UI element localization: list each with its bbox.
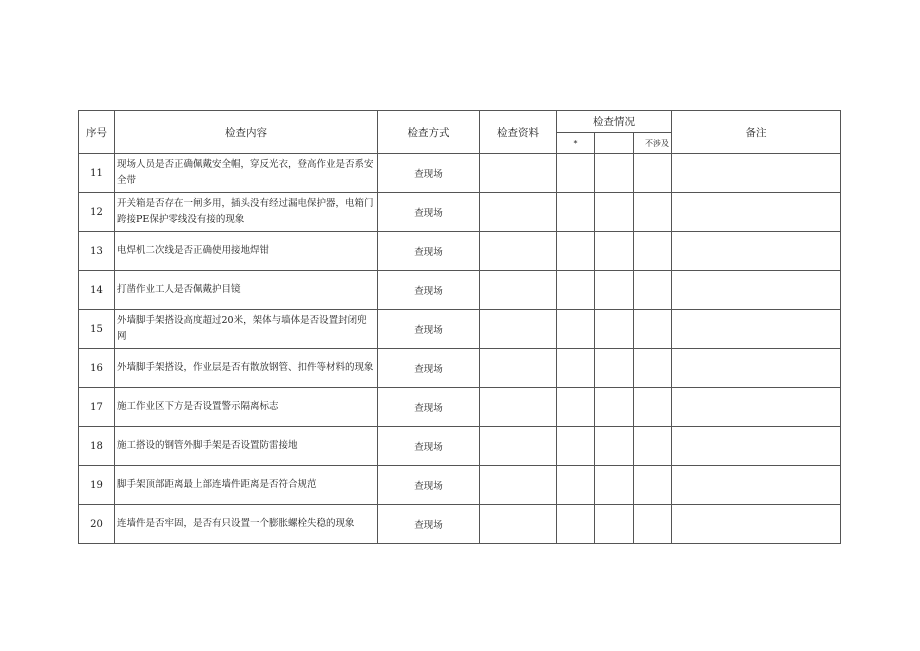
header-no: 序号 (79, 111, 115, 154)
row-no: 18 (79, 427, 115, 466)
row-status-cell-3 (634, 427, 672, 466)
row-status-cell-1 (557, 310, 595, 349)
table-row (79, 388, 841, 427)
header-row (79, 111, 841, 133)
row-status-cell-1 (557, 232, 595, 271)
row-remark-cell (672, 154, 841, 193)
row-content: 现场人员是否正确佩戴安全帽，穿反光衣，登高作业是否系安全带 (115, 154, 378, 193)
table-row (79, 349, 841, 388)
row-status-cell-2 (595, 427, 634, 466)
row-no: 15 (79, 310, 115, 349)
row-no: 14 (79, 271, 115, 310)
row-method: 查现场 (378, 310, 480, 349)
row-status-cell-3 (634, 310, 672, 349)
row-content: 外墙脚手架搭设，作业层是否有散放钢管、扣件等材料的现象 (115, 349, 378, 388)
row-remark-cell (672, 193, 841, 232)
row-status-cell-1 (557, 271, 595, 310)
row-status-cell-1 (557, 466, 595, 505)
row-no: 16 (79, 349, 115, 388)
row-status-cell-1 (557, 349, 595, 388)
row-no: 17 (79, 388, 115, 427)
row-content: 施工搭设的钢管外脚手架是否设置防雷接地 (115, 427, 378, 466)
row-status-cell-3 (634, 154, 672, 193)
row-status-cell-2 (595, 310, 634, 349)
row-remark-cell (672, 466, 841, 505)
row-method: 查现场 (378, 466, 480, 505)
header-materials: 检查资料 (480, 111, 557, 154)
row-content: 打凿作业工人是否佩戴护目镜 (115, 271, 378, 310)
row-remark-cell (672, 271, 841, 310)
row-remark-cell (672, 310, 841, 349)
row-status-cell-3 (634, 505, 672, 544)
row-status-cell-3 (634, 271, 672, 310)
row-status-cell-2 (595, 271, 634, 310)
row-method: 查现场 (378, 271, 480, 310)
row-content: 脚手架顶部距离最上部连墙件距离是否符合规范 (115, 466, 378, 505)
row-content: 开关箱是否存在一闸多用，插头没有经过漏电保护器，电箱门跨接PE保护零线没有接的现象 (115, 193, 378, 232)
header-method: 检查方式 (378, 111, 480, 154)
row-status-cell-2 (595, 466, 634, 505)
row-status-cell-1 (557, 427, 595, 466)
row-content: 电焊机二次线是否正确使用接地焊钳 (115, 232, 378, 271)
row-remark-cell (672, 232, 841, 271)
row-method: 查现场 (378, 154, 480, 193)
inspection-table (78, 110, 841, 544)
header-remark: 备注 (672, 111, 841, 154)
row-status-cell-1 (557, 388, 595, 427)
header-content: 检查内容 (115, 111, 378, 154)
table-row (79, 232, 841, 271)
row-status-cell-2 (595, 505, 634, 544)
row-status-cell-1 (557, 505, 595, 544)
row-no: 12 (79, 193, 115, 232)
row-status-cell-2 (595, 232, 634, 271)
row-materials-cell (480, 388, 557, 427)
header-status-sub-1: * (557, 133, 595, 154)
row-content: 连墙件是否牢固，是否有只设置一个膨胀螺栓失稳的现象 (115, 505, 378, 544)
row-method: 查现场 (378, 232, 480, 271)
row-status-cell-3 (634, 193, 672, 232)
row-method: 查现场 (378, 427, 480, 466)
header-status-sub-3: 不涉及 (634, 133, 672, 154)
header-status: 检查情况 (557, 111, 672, 133)
row-status-cell-2 (595, 388, 634, 427)
table-row (79, 154, 841, 193)
row-status-cell-2 (595, 154, 634, 193)
inspection-sheet (78, 110, 840, 544)
row-content: 施工作业区下方是否设置警示隔离标志 (115, 388, 378, 427)
table-row (79, 466, 841, 505)
row-no: 13 (79, 232, 115, 271)
row-method: 查现场 (378, 388, 480, 427)
row-remark-cell (672, 505, 841, 544)
row-content: 外墙脚手架搭设高度超过20米，架体与墙体是否设置封闭兜网 (115, 310, 378, 349)
row-method: 查现场 (378, 349, 480, 388)
table-row (79, 193, 841, 232)
table-row (79, 505, 841, 544)
row-materials-cell (480, 271, 557, 310)
row-status-cell-1 (557, 193, 595, 232)
table-row (79, 310, 841, 349)
row-remark-cell (672, 349, 841, 388)
row-status-cell-3 (634, 388, 672, 427)
row-remark-cell (672, 427, 841, 466)
row-materials-cell (480, 349, 557, 388)
row-remark-cell (672, 388, 841, 427)
row-materials-cell (480, 505, 557, 544)
row-status-cell-3 (634, 349, 672, 388)
row-status-cell-2 (595, 349, 634, 388)
row-materials-cell (480, 466, 557, 505)
row-method: 查现场 (378, 505, 480, 544)
row-no: 20 (79, 505, 115, 544)
row-status-cell-1 (557, 154, 595, 193)
row-method: 查现场 (378, 193, 480, 232)
row-no: 19 (79, 466, 115, 505)
row-materials-cell (480, 193, 557, 232)
header-status-sub-2 (595, 133, 634, 154)
row-status-cell-3 (634, 466, 672, 505)
row-no: 11 (79, 154, 115, 193)
row-materials-cell (480, 427, 557, 466)
row-materials-cell (480, 232, 557, 271)
table-row (79, 427, 841, 466)
row-status-cell-3 (634, 232, 672, 271)
row-materials-cell (480, 154, 557, 193)
row-materials-cell (480, 310, 557, 349)
table-row (79, 271, 841, 310)
row-status-cell-2 (595, 193, 634, 232)
